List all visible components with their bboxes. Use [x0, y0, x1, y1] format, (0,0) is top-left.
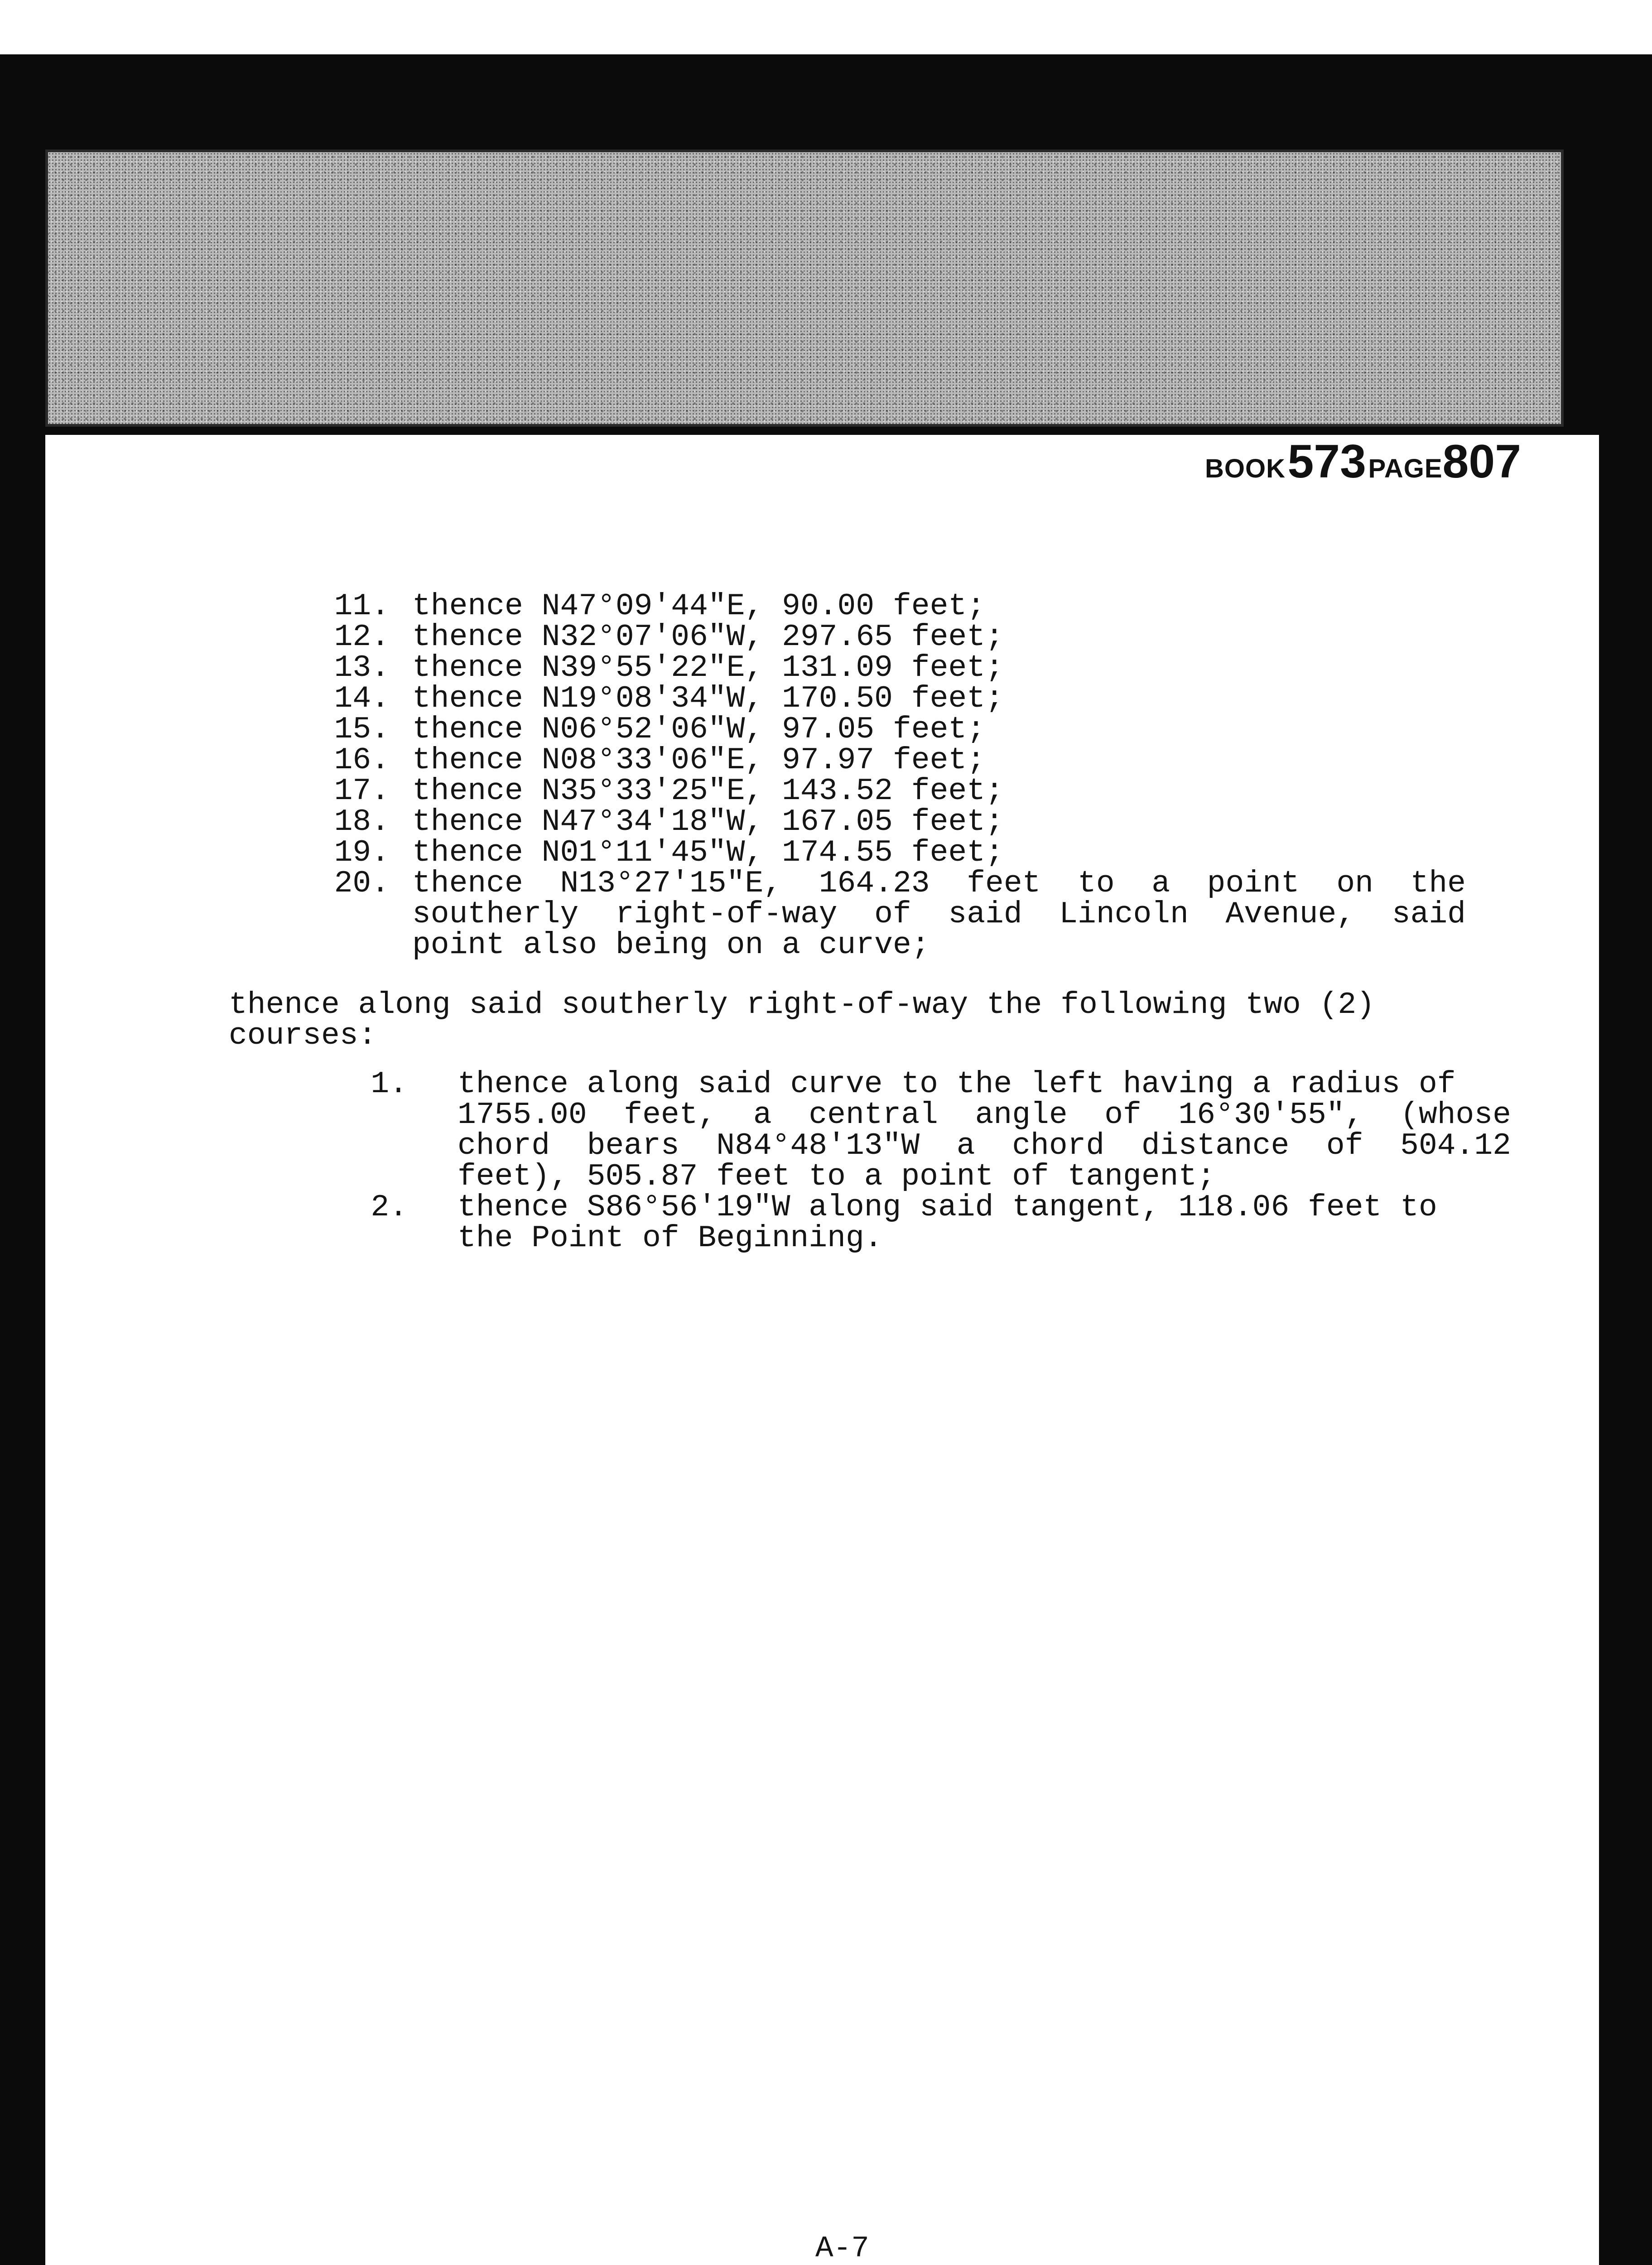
course-item	[308, 591, 1486, 622]
course-number: 20.	[334, 866, 390, 901]
course-number: 18.	[334, 805, 390, 839]
course-number: 17.	[334, 774, 390, 809]
course-text: thence N19°08'34"W, 170.50 feet;	[412, 681, 1004, 716]
course-text: thence N06°52'06"W, 97.05 feet;	[412, 712, 986, 747]
course-text: thence N01°11'45"W, 174.55 feet;	[412, 835, 1004, 870]
stamp-page-number: 807	[1442, 435, 1522, 488]
course-item	[308, 868, 1486, 961]
right-of-way-intro: thence along said southerly right-of-way the following two (2) courses:	[229, 988, 1375, 1053]
course-number: 2.	[371, 1190, 408, 1225]
course-number: 16.	[334, 743, 390, 778]
course-text: thence N08°33'06"E, 97.97 feet;	[412, 743, 986, 778]
book-number: 573	[1287, 435, 1366, 488]
course-item	[308, 745, 1486, 776]
course-item	[308, 776, 1486, 807]
course-number: 13.	[334, 651, 390, 685]
document-page	[45, 435, 1599, 2265]
course-number: 12.	[334, 620, 390, 655]
course-text: thence N47°09'44"E, 90.00 feet;	[412, 589, 986, 624]
course-number: 15.	[334, 712, 390, 747]
course-text: thence N39°55'22"E, 131.09 feet;	[412, 651, 1004, 685]
course-text: thence along said curve to the left having a radius of 1755.00 feet, a central angle of 16°30'55", (whose chord bears N84°48'13"W a chord distance of 504.12 feet), 505.87 feet to a point of tangent;	[458, 1067, 1511, 1194]
course-number: 1.	[371, 1067, 408, 1102]
page-number: A-7	[815, 2231, 869, 2265]
page-label: PAGE	[1368, 454, 1443, 483]
course-text: thence N13°27'15"E, 164.23 feet to a point on the southerly right-of-way of said Lincoln Avenue, said point also being on a curve;	[412, 866, 1466, 963]
right-of-way-course-list	[326, 1067, 1511, 1256]
course-text: thence N47°34'18"W, 167.05 feet;	[412, 805, 1004, 839]
course-number: 14.	[334, 681, 390, 716]
book-page-stamp	[1205, 435, 1521, 489]
previous-page-edge	[45, 149, 1564, 427]
course-text: thence S86°56'19"W along said tangent, 118.06 feet to the Point of Beginning.	[458, 1190, 1437, 1256]
book-label: BOOK	[1205, 454, 1286, 483]
course-number: 11.	[334, 589, 390, 624]
course-item	[308, 714, 1486, 745]
course-item	[308, 681, 1486, 716]
course-number: 19.	[334, 835, 390, 870]
course-item	[308, 653, 1486, 684]
course-item	[308, 807, 1486, 838]
course-item	[326, 1067, 1511, 1194]
course-text: thence N32°07'06"W, 297.65 feet;	[412, 620, 1004, 655]
course-list	[308, 591, 1486, 961]
course-item	[326, 1192, 1504, 1254]
course-item	[308, 622, 1486, 653]
course-item	[308, 835, 1486, 870]
course-text: thence N35°33'25"E, 143.52 feet;	[412, 774, 1004, 809]
